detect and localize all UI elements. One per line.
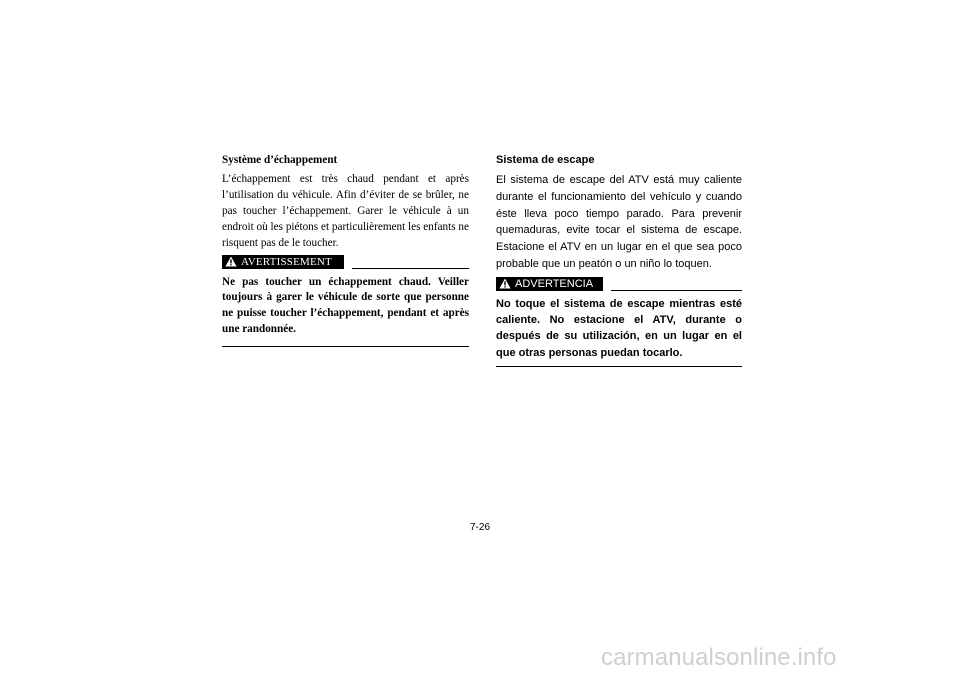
warning-text-es: No toque el sistema de escape mientras esté caliente. No estacione el ATV, durante o después de su utilización, en un lugar en el que otras personas puedan tocarlo.: [496, 297, 742, 359]
watermark: carmanualsonline.info: [601, 644, 837, 671]
warning-header-es: [496, 277, 742, 291]
warning-triangle-icon: [499, 278, 511, 289]
warning-header-rule-es: [611, 283, 742, 291]
french-column: [222, 152, 469, 347]
warning-label-fr: AVERTISSEMENT: [241, 255, 332, 268]
warning-bottom-rule-es: [496, 366, 742, 367]
page-number: 7-26: [469, 522, 490, 533]
warning-header-rule-fr: [352, 261, 469, 269]
warning-triangle-icon: [225, 256, 237, 267]
section-heading-fr: Système d’échappement: [222, 154, 338, 166]
warning-header-fr: [222, 255, 469, 269]
section-heading-es: Sistema de escape: [496, 154, 595, 166]
warning-badge-es: [496, 277, 603, 291]
spanish-column: [496, 152, 742, 367]
body-paragraph-fr: L’échappement est très chaud pendant et après l’utilisation du véhicule. Afin d’éviter de se brûler, ne pas toucher l’échappement. Garer le véhicule à un endroit où les piétons et particulièrement les enfants ne risquent pas de le toucher.: [222, 173, 469, 249]
warning-text-fr: Ne pas toucher un échappement chaud. Veiller toujours à garer le véhicule de sorte que personne ne puisse toucher l’échappement, pendant et après une randonnée.: [222, 275, 469, 336]
body-paragraph-es: El sistema de escape del ATV está muy caliente durante el funcionamiento del vehículo y cuando éste lleva poco tiempo parado. Para prevenir quemaduras, evite tocar el sistema de escape. Estacione el ATV en un lugar en el que sea poco probable que un peatón o un niño lo toquen.: [496, 174, 742, 270]
warning-label-es: ADVERTENCIA: [515, 277, 594, 290]
warning-bottom-rule-fr: [222, 346, 469, 347]
warning-badge-fr: [222, 255, 344, 269]
